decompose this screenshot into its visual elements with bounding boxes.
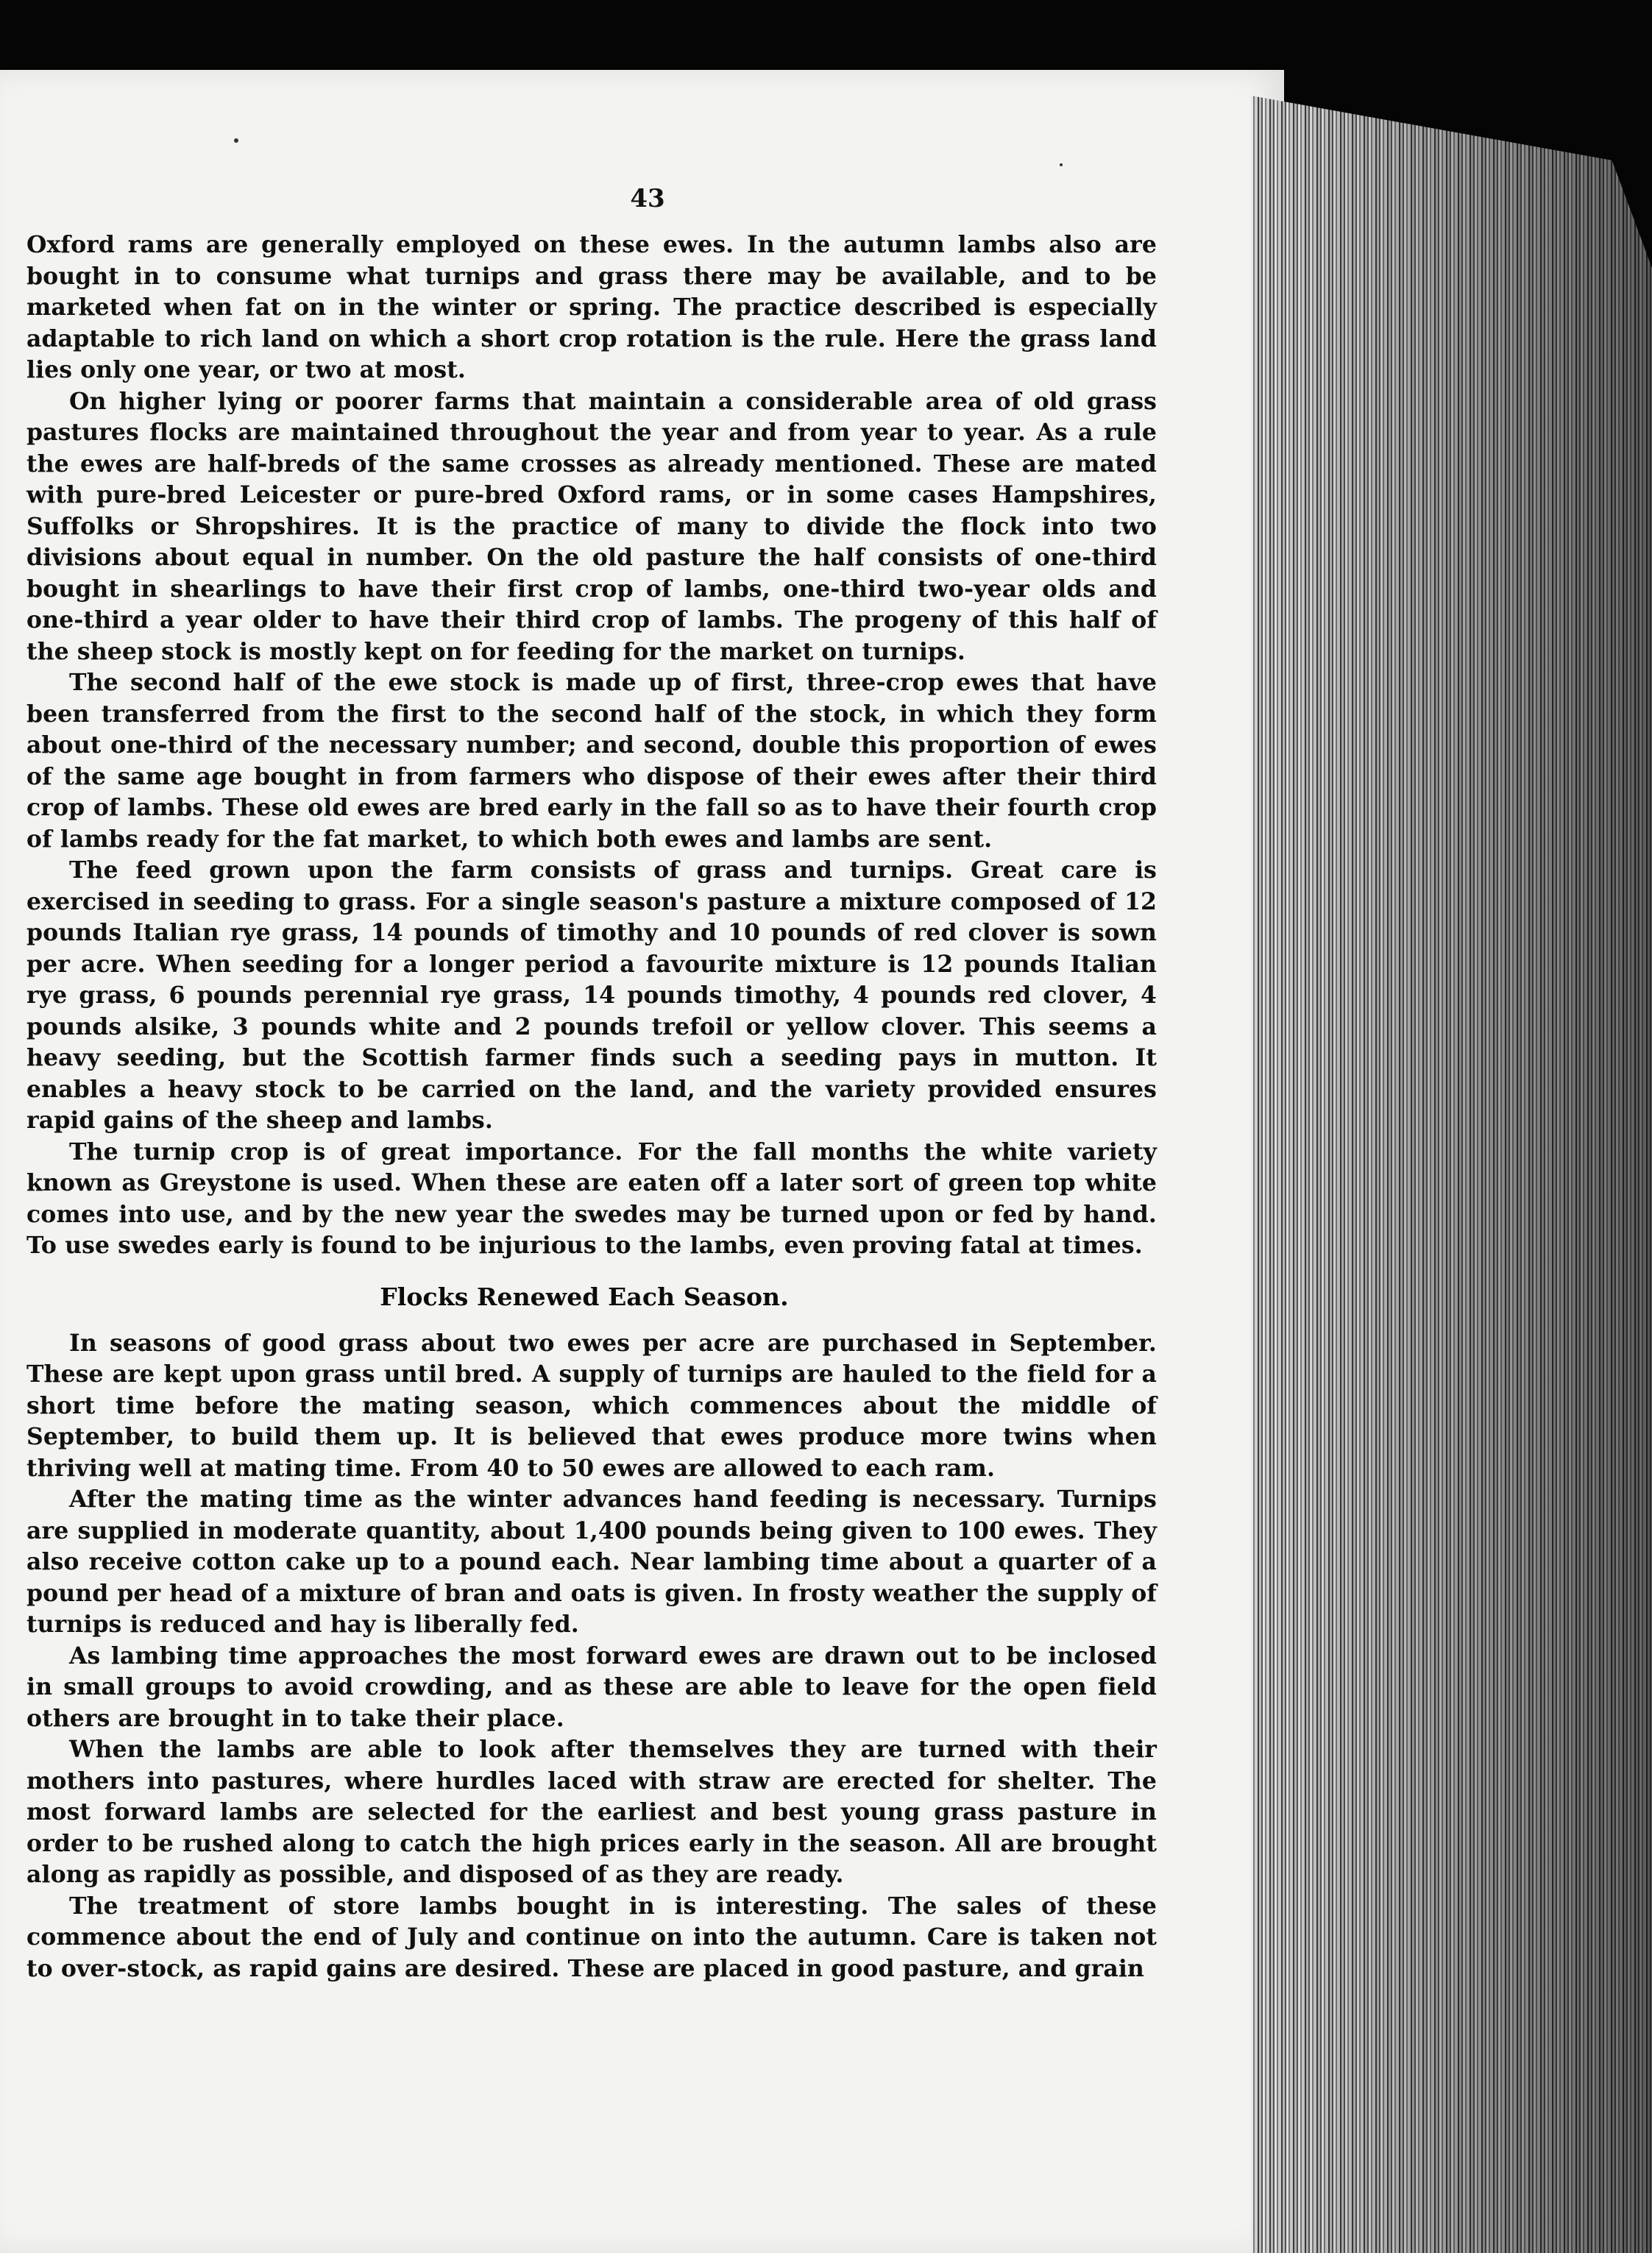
paragraph: As lambing time approaches the most forward ewes are drawn out to be inclosed in small groups to avoid crowding, and as these are able to leave for the open field others are brought in to take their place. [26, 1642, 1157, 1732]
speck [234, 138, 238, 143]
paragraph: The second half of the ewe stock is made up of first, three-crop ewes that have been transferred from the first to the second half of the stock, in which they form about one-third of the necessary number; and second, double this proportion of ewes of the same age bought in from farmers who dispose of their ewes after their third crop of lambs. These old ewes are bred early in the fall so as to have their fourth crop of lambs ready for the fat market, to which both ewes and lambs are sent. [26, 669, 1157, 853]
paragraph: After the mating time as the winter advances hand feeding is necessary. Turnips are supplied in moderate quantity, about 1,400 pounds being given to 100 ewes. They also receive cotton cake up to a pound each. Near lambing time about a quarter of a pound per head of a mixture of bran and oats is given. In frosty weather the supply of turnips is reduced and hay is liberally fed. [26, 1486, 1157, 1638]
body-text [26, 230, 1157, 1984]
paragraph: The feed grown upon the farm consists of grass and turnips. Great care is exercised in seeding to grass. For a single season's pasture a mixture composed of 12 pounds Italian rye grass, 14 pounds of timothy and 10 pounds of red clover is sown per acre. When seeding for a longer period a favourite mixture is 12 pounds Italian rye grass, 6 pounds perennial rye grass, 14 pounds timothy, 4 pounds red clover, 4 pounds alsike, 3 pounds white and 2 pounds trefoil or yellow clover. This seems a heavy seeding, but the Scottish farmer finds such a seeding pays in mutton. It enables a heavy stock to be carried on the land, and the variety provided ensures rapid gains of the sheep and lambs. [26, 856, 1157, 1134]
paragraph: When the lambs are able to look after themselves they are turned with their mothers into pastures, where hurdles laced with straw are erected for shelter. The most forward lambs are selected for the earliest and best young grass pasture in order to be rushed along to catch the high prices early in the season. All are brought along as rapidly as possible, and disposed of as they are ready. [26, 1736, 1157, 1888]
speck [1060, 163, 1063, 166]
book-page-edges-shadow [1251, 96, 1652, 2253]
paragraph: On higher lying or poorer farms that maintain a considerable area of old grass pastures flocks are maintained throughout the year and from year to year. As a rule the ewes are half-breds of the same crosses as already mentioned. These are mated with pure-bred Leicester or pure-bred Oxford rams, or in some cases Hampshires, Suffolks or Shropshires. It is the practice of many to divide the flock into two divisions about equal in number. On the old pasture the half consists of one-third bought in shearlings to have their first crop of lambs, one-third two-year olds and one-third a year older to have their third crop of lambs. The progeny of this half of the sheep stock is mostly kept on for feeding for the market on turnips. [26, 387, 1157, 665]
paragraph: The treatment of store lambs bought in is interesting. The sales of these commence about the end of July and continue on into the autumn. Care is taken not to over-stock, as rapid gains are desired. These are placed in good pasture, and grain [26, 1892, 1157, 1982]
section-heading: Flocks Renewed Each Season. [380, 1282, 789, 1311]
paragraph: Oxford rams are generally employed on these ewes. In the autumn lambs also are bought in to consume what turnips and grass there may be available, and to be marketed when fat on in the winter or spring. The practice described is especially adaptable to rich land on which a short crop rotation is the rule. Here the grass land lies only one year, or two at most. [26, 231, 1157, 383]
paragraph: The turnip crop is of great importance. For the fall months the white variety known as Greystone is used. When these are eaten off a later sort of green top white comes into use, and by the new year the swedes may be turned upon or fed by hand. To use swedes early is found to be injurious to the lambs, even proving fatal at times. [26, 1138, 1157, 1259]
page-number: 43 [630, 184, 665, 213]
paragraph: In seasons of good grass about two ewes per acre are purchased in September. These are kept upon grass until bred. A supply of turnips are hauled to the field for a short time before the mating season, which commences about the middle of September, to build them up. It is believed that ewes produce more twins when thriving well at mating time. From 40 to 50 ewes are allowed to each ram. [26, 1329, 1157, 1482]
